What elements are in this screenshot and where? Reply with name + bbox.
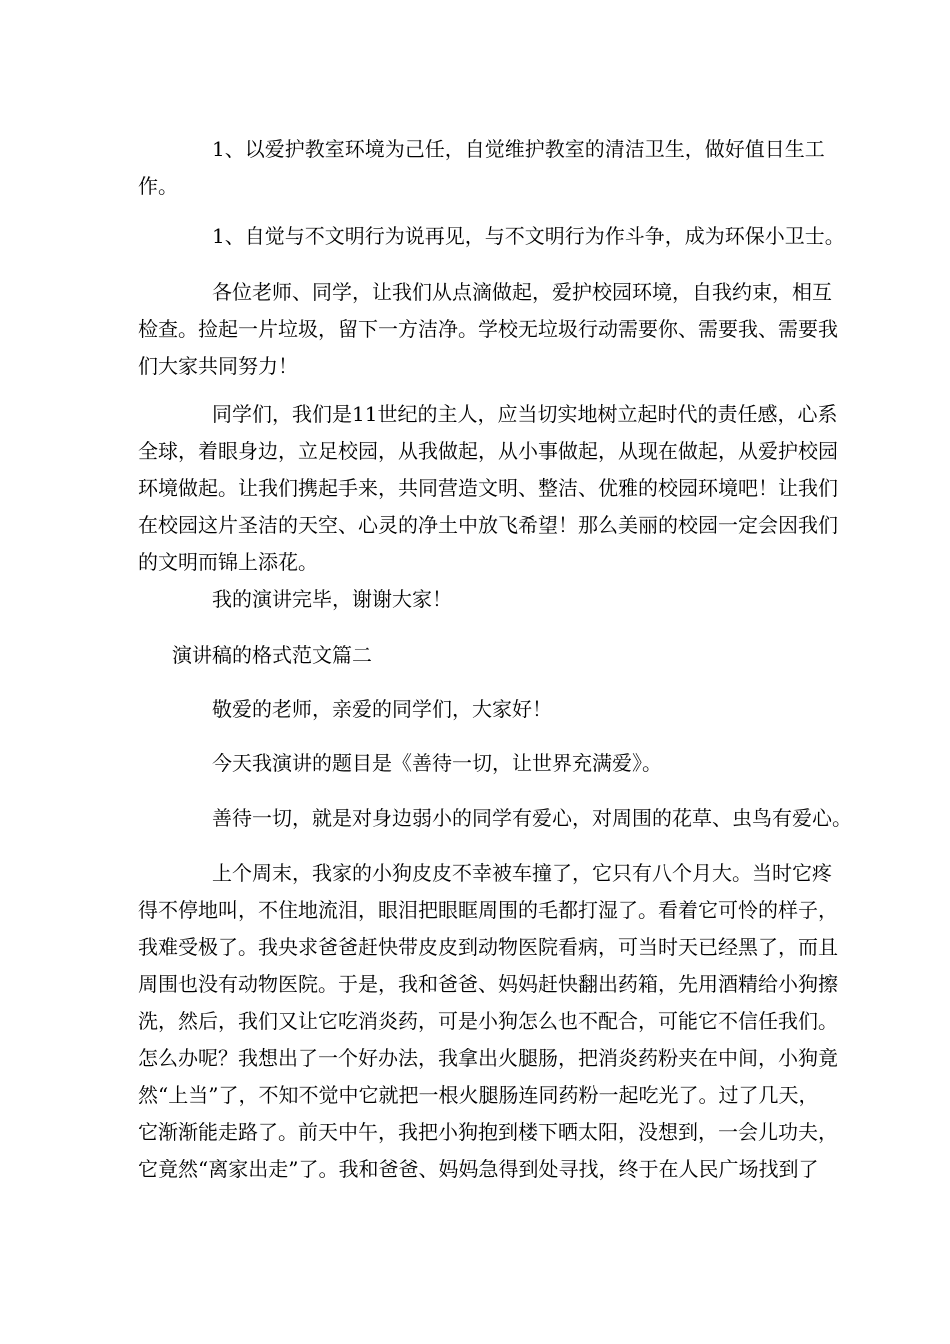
paragraph-line: 检查。捡起一片垃圾，留下一方洁净。学校无垃圾行动需要你、需要我、需要我 xyxy=(138,317,838,341)
paragraph-line: 周围也没有动物医院。于是，我和爸爸、妈妈赶快翻出药箱，先用酒精给小狗擦 xyxy=(138,972,838,996)
paragraph-line: 们大家共同努力！ xyxy=(138,354,298,378)
paragraph-line: 得不停地叫，不住地流泪，眼泪把眼眶周围的毛都打湿了。看着它可怜的样子， xyxy=(138,898,838,922)
paragraph-line: 它渐渐能走路了。前天中午，我把小狗抱到楼下晒太阳，没想到，一会儿功夫， xyxy=(138,1120,838,1144)
paragraph-line: 同学们，我们是11世纪的主人，应当切实地树立起时代的责任感，心系 xyxy=(212,402,838,426)
paragraph-line: 各位老师、同学，让我们从点滴做起，爱护校园环境，自我约束，相互 xyxy=(212,280,832,304)
paragraph-line: 1、以爱护教室环境为己任，自觉维护教室的清洁卫生，做好值日生工 xyxy=(212,137,825,161)
paragraph-line: 然“上当”了，不知不觉中它就把一根火腿肠连同药粉一起吃光了。过了几天， xyxy=(138,1083,819,1107)
paragraph-line: 我难受极了。我央求爸爸赶快带皮皮到动物医院看病，可当时天已经黑了，而且 xyxy=(138,935,838,959)
greeting-paragraph xyxy=(138,691,818,728)
paragraph-line: 怎么办呢？我想出了一个好办法，我拿出火腿肠，把消炎药粉夹在中间，小狗竟 xyxy=(138,1046,838,1070)
section-heading: 演讲稿的格式范文篇二 xyxy=(172,643,372,667)
definition-paragraph xyxy=(138,800,852,837)
story-paragraph xyxy=(138,855,838,1188)
paragraph-5 xyxy=(138,581,818,618)
paragraph-line: 环境做起。让我们携起手来，共同营造文明、整洁、优雅的校园环境吧！让我们 xyxy=(138,476,838,500)
paragraph-line: 洗，然后，我们又让它吃消炎药，可是小狗怎么也不配合，可能它不信任我们。 xyxy=(138,1009,838,1033)
paragraph-line: 我的演讲完毕，谢谢大家！ xyxy=(212,587,452,611)
paragraph-line: 敬爱的老师，亲爱的同学们，大家好！ xyxy=(212,697,552,721)
paragraph-line: 1、自觉与不文明行为说再见，与不文明行为作斗争，成为环保小卫士。 xyxy=(212,224,845,248)
paragraph-line: 作。 xyxy=(138,174,178,198)
paragraph-line: 在校园这片圣洁的天空、心灵的净土中放飞希望！那么美丽的校园一定会因我们 xyxy=(138,513,838,537)
paragraph-line: 它竟然“离家出走”了。我和爸爸、妈妈急得到处寻找，终于在人民广场找到了 xyxy=(138,1157,819,1181)
topic-paragraph xyxy=(138,745,818,782)
paragraph-1 xyxy=(138,131,825,205)
paragraph-2 xyxy=(138,218,845,255)
paragraph-line: 的文明而锦上添花。 xyxy=(138,550,318,574)
paragraph-line: 今天我演讲的题目是《善待一切，让世界充满爱》。 xyxy=(212,751,662,775)
paragraph-3 xyxy=(138,274,838,385)
paragraph-4 xyxy=(138,396,838,581)
paragraph-line: 上个周末，我家的小狗皮皮不幸被车撞了，它只有八个月大。当时它疼 xyxy=(212,861,832,885)
paragraph-line: 全球，着眼身边，立足校园，从我做起，从小事做起，从现在做起，从爱护校园 xyxy=(138,439,838,463)
paragraph-line: 善待一切，就是对身边弱小的同学有爱心，对周围的花草、虫鸟有爱心。 xyxy=(212,806,852,830)
